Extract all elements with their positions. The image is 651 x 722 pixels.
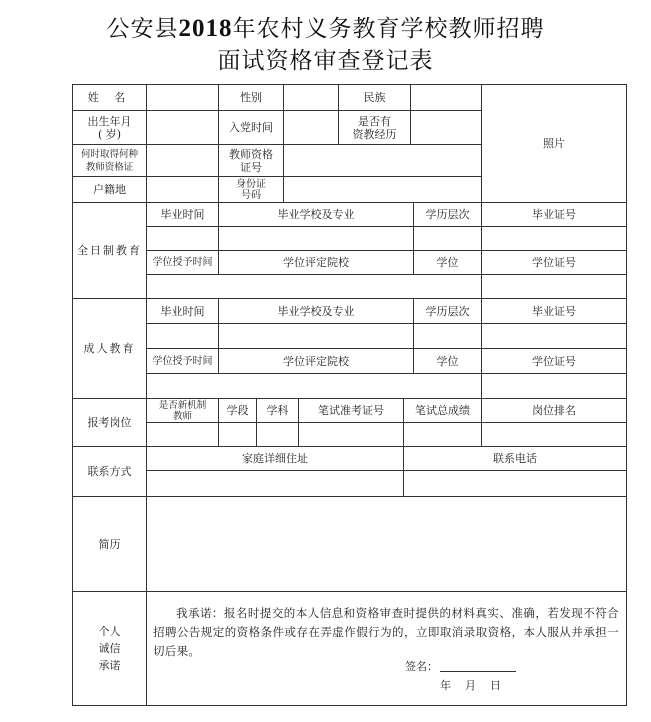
fulltime-degree-header: 学位 <box>436 256 459 269</box>
gender-input[interactable] <box>284 85 338 110</box>
adult-degree-time-header: 学位授予时间 <box>152 355 213 367</box>
teaching-experience-input[interactable] <box>411 111 481 144</box>
adult-level-header: 学历层次 <box>425 304 470 318</box>
pledge-date: 年 月 日 <box>440 679 501 692</box>
fulltime-grad-time-header: 毕业时间 <box>160 208 205 221</box>
name-input[interactable] <box>147 85 218 110</box>
fulltime-cert-header: 毕业证号 <box>532 208 576 221</box>
apply-subject-header: 学科 <box>266 404 289 417</box>
adult-grad-row-input[interactable] <box>147 324 626 348</box>
section-apply: 报考岗位 <box>87 416 132 429</box>
border-bottom <box>72 705 627 706</box>
label-party-date: 入党时间 <box>229 121 273 134</box>
form-title-line1: 公安县2018年农村义务教育学校教师招聘 <box>106 15 545 42</box>
ethnicity-input[interactable] <box>411 85 481 110</box>
pledge-text: 我承诺：报名时提交的本人信息和资格审查时提供的材料真实、准确，若发现不符合招聘公告规定的资格条件或存在弄虚作假行为的，立即取消录取资格，本人服从并承担一切后果。 <box>153 606 619 658</box>
label-id-no: 身份证 号码 <box>236 178 266 201</box>
label-name: 姓 名 <box>87 91 132 104</box>
hukou-input[interactable] <box>147 177 218 202</box>
photo-box[interactable]: 照片 <box>543 137 565 150</box>
phone-input[interactable] <box>404 471 626 496</box>
id-no-input[interactable] <box>284 177 481 202</box>
signature-label: 签名： <box>405 660 438 673</box>
fulltime-degree-cert-header: 学位证号 <box>532 256 576 269</box>
cert-no-input[interactable] <box>284 145 481 176</box>
adult-grad-time-header: 毕业时间 <box>160 304 205 318</box>
adult-school-header: 毕业学校及专业 <box>277 304 355 318</box>
fulltime-degree-time-header: 学位授予时间 <box>152 257 213 268</box>
adult-degree-cert-header: 学位证号 <box>532 354 576 368</box>
section-fulltime: 全日制教育 <box>77 244 142 257</box>
fulltime-degree-school-header: 学位评定院校 <box>283 256 349 269</box>
adult-degree-header: 学位 <box>436 354 459 368</box>
label-cert-held: 何时取得何种 教师资格证 <box>80 148 138 173</box>
label-ethnicity: 民族 <box>363 91 386 104</box>
label-birth: 出生年月 ( 岁) <box>87 114 132 141</box>
contact-address-header: 家庭详细住址 <box>242 452 308 465</box>
apply-exam-no-header: 笔试准考证号 <box>318 404 384 417</box>
label-gender: 性别 <box>240 91 262 104</box>
party-date-input[interactable] <box>284 111 338 144</box>
section-contact: 联系方式 <box>87 465 132 478</box>
adult-degree-school-header: 学位评定院校 <box>283 354 349 368</box>
border-right <box>626 84 627 706</box>
address-input[interactable] <box>147 471 403 496</box>
contact-phone-header: 联系电话 <box>493 452 537 465</box>
section-pledge: 个人 诚信 承诺 <box>98 625 121 672</box>
adult-degree-row-input[interactable] <box>147 374 626 398</box>
label-cert-no: 教师资格 证号 <box>229 147 273 174</box>
apply-quota-header: 是否新机制 教师 <box>158 399 207 422</box>
section-resume: 简历 <box>98 537 121 551</box>
fulltime-grad-row-input[interactable] <box>147 227 626 250</box>
birth-input[interactable] <box>147 111 218 144</box>
apply-score-header: 笔试总成绩 <box>415 404 470 417</box>
apply-stage-header: 学段 <box>226 404 249 417</box>
apply-row-input[interactable] <box>147 423 626 446</box>
fulltime-level-header: 学历层次 <box>425 208 470 221</box>
signature-line[interactable] <box>440 671 516 672</box>
cert-held-input[interactable] <box>147 145 218 176</box>
fulltime-school-header: 毕业学校及专业 <box>277 208 355 221</box>
resume-textarea[interactable] <box>147 497 626 591</box>
apply-rank-header: 岗位排名 <box>532 404 576 417</box>
label-teaching-experience: 是否有 资教经历 <box>352 114 397 141</box>
section-adult: 成人教育 <box>83 342 136 355</box>
adult-cert-header: 毕业证号 <box>532 304 576 318</box>
label-hukou: 户籍地 <box>93 183 126 196</box>
fulltime-degree-row-input[interactable] <box>147 275 626 298</box>
form-title-line2: 面试资格审查登记表 <box>217 48 434 74</box>
